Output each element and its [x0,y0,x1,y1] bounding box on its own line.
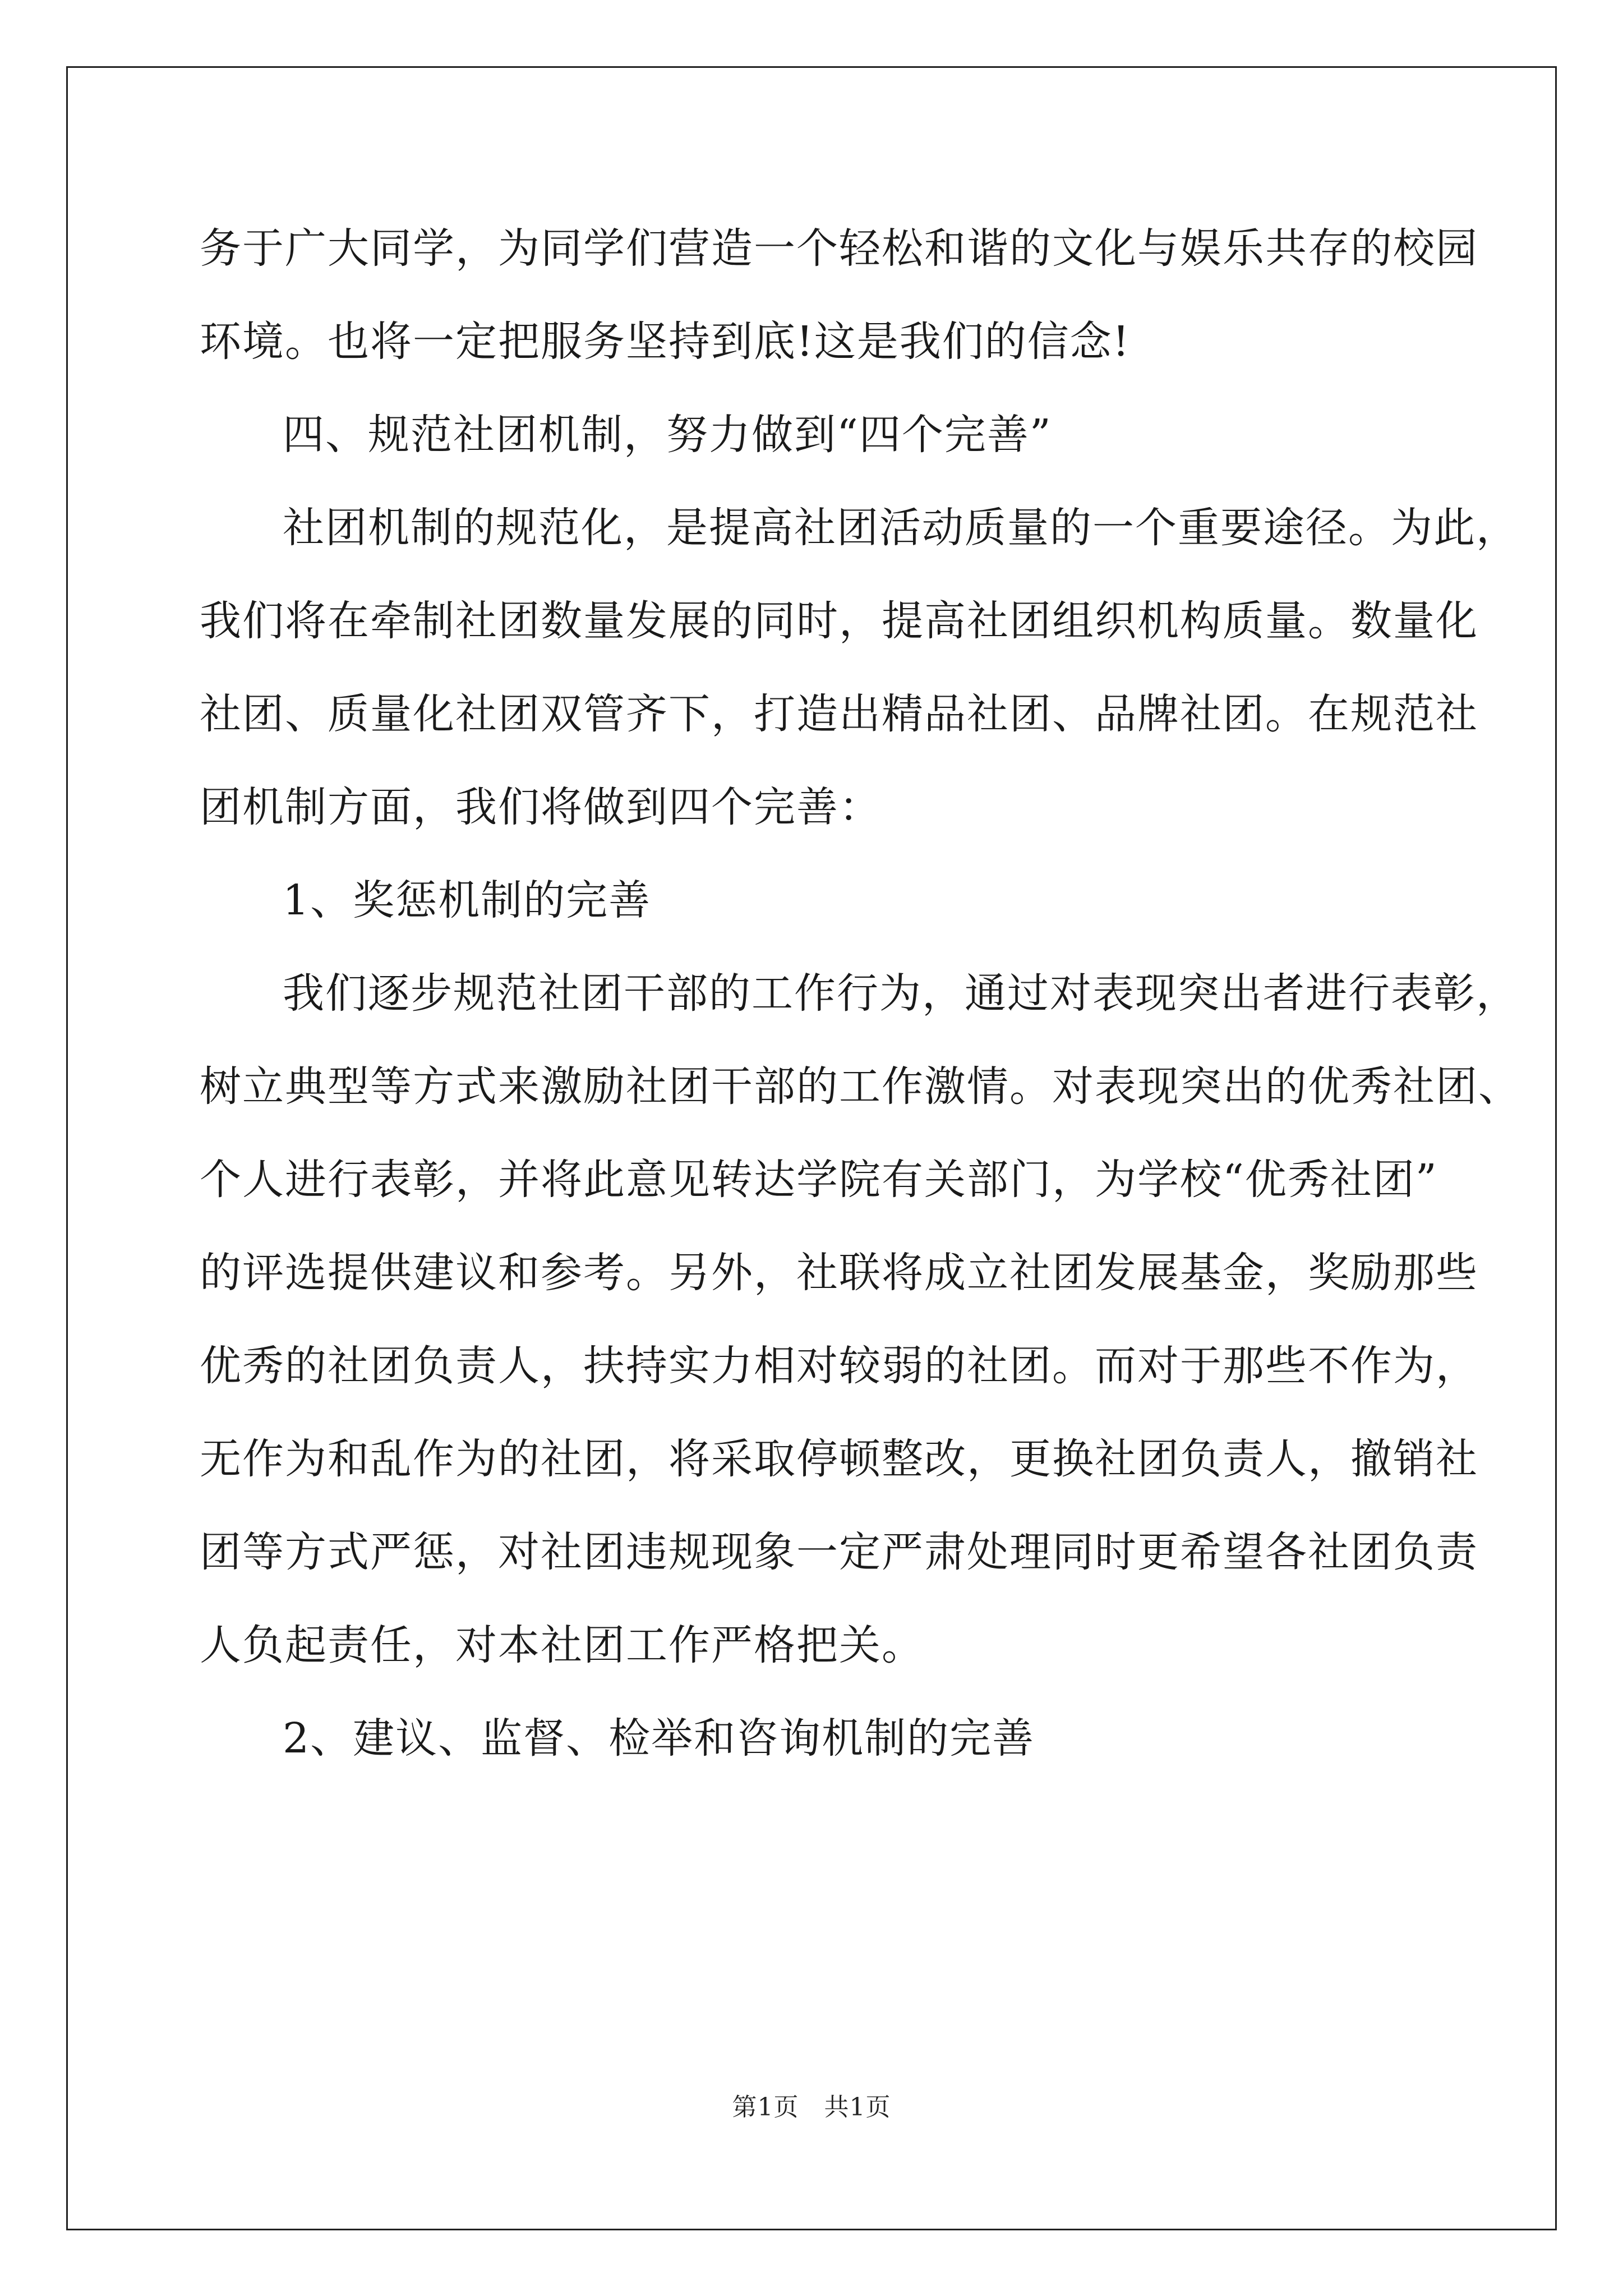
document-body [200,202,1521,1785]
text-line: 1、奖惩机制的完善 [283,876,652,924]
text-line: 团机制方面，我们将做到四个完善： [200,783,882,831]
text-line: 务于广大同学，为同学们营造一个轻松和谐的文化与娱乐共存的校园 [200,224,1478,273]
text-line: 四、规范社团机制，努力做到“四个完善” [283,411,1052,459]
text-line: 2、建议、监督、检举和咨询机制的完善 [283,1714,1035,1763]
page-number-label: 第1页 共1页 [732,2093,891,2122]
text-line: 社团、质量化社团双管齐下，打造出精品社团、品牌社团。在规范社 [200,690,1478,738]
text-line: 个人进行表彰，并将此意见转达学院有关部门，为学校“优秀社团” [200,1156,1438,1204]
page-footer [0,2087,1623,2123]
text-line: 团等方式严惩，对社团违规现象一定严肃处理同时更希望各社团负责 [200,1528,1478,1576]
text-line: 环境。也将一定把服务坚持到底!这是我们的信念! [200,318,1131,366]
text-line: 社团机制的规范化，是提高社团活动质量的一个重要途径。为此， [283,504,1519,552]
text-line: 人负起责任，对本社团工作严格把关。 [200,1621,924,1669]
text-line: 我们将在牵制社团数量发展的同时，提高社团组织机构质量。数量化 [200,597,1478,645]
text-line: 我们逐步规范社团干部的工作行为，通过对表现突出者进行表彰， [283,969,1519,1018]
text-line: 的评选提供建议和参考。另外，社联将成立社团发展基金，奖励那些 [200,1249,1478,1297]
text-line: 优秀的社团负责人，扶持实力相对较弱的社团。而对于那些不作为， [200,1342,1478,1390]
text-line: 无作为和乱作为的社团，将采取停顿整改，更换社团负责人，撤销社 [200,1435,1478,1483]
text-line: 树立典型等方式来激励社团干部的工作激情。对表现突出的优秀社团、 [200,1062,1521,1111]
